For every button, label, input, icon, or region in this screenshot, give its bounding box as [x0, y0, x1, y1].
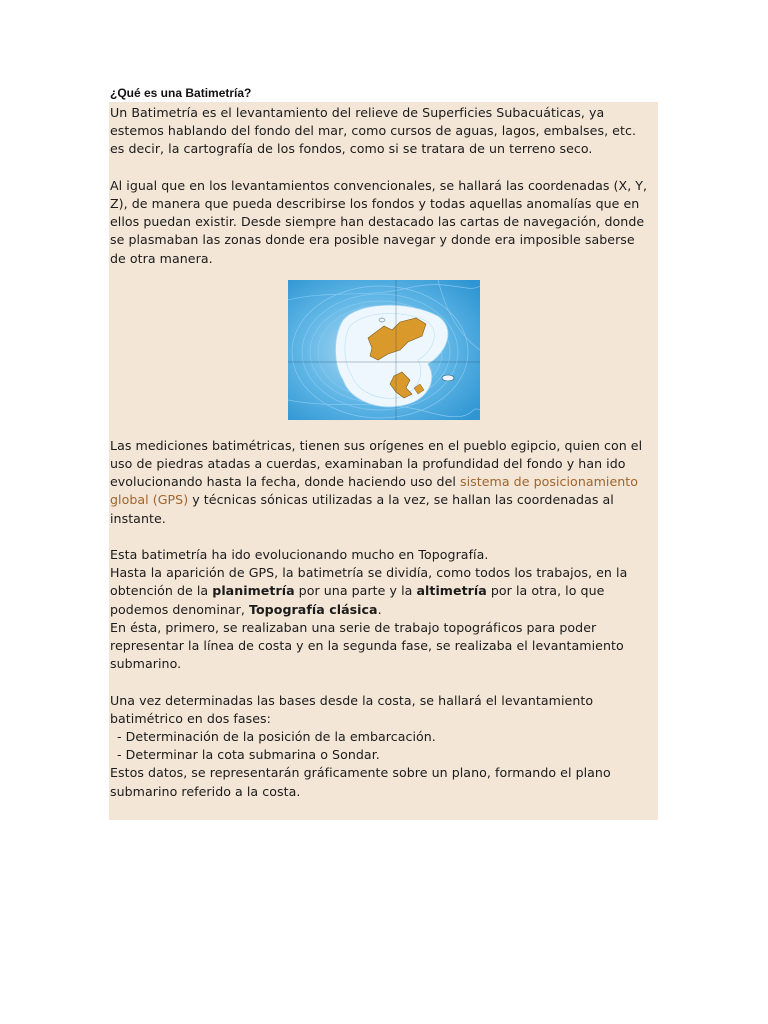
paragraph-evolution-line3: En ésta, primero, se realizaban una serie de trabajo topográficos para poder representar la línea de costa y en la segunda fase, se realizaba el levantamiento submarino. — [110, 619, 624, 672]
topografia-clasica-term: Topografía clásica — [249, 601, 378, 617]
paragraph-conclusion: Estos datos, se representarán gráficamente sobre un plano, formando el plano submarino referido a la costa. — [110, 765, 611, 799]
paragraph-evolution-line2: Hasta la aparición de GPS, la batimetría se dividía, como todos los trabajos, en la obtención de la planimetría por una parte y la altimetría por la otra, lo que podemos denominar, Topografía clásica. — [110, 565, 628, 617]
gps-link[interactable]: sistema de posicionamiento global (GPS) — [110, 474, 639, 508]
paragraph-history: Las mediciones batimétricas, tienen sus orígenes en el pueblo egipcio, quien con el uso de piedras atadas a cuerdas, examinaban la profundidad del fondo y han ido evolucionando hasta la fecha, donde haciendo uso del sistema de posicionamiento global (GPS) y técnicas sónicas utilizadas a la vez, se hallan las coordenadas al instante. — [110, 437, 643, 526]
article-body — [110, 104, 650, 801]
list-item: - Determinación de la posición de la embarcación. — [117, 729, 436, 745]
planimetria-term: planimetría — [212, 583, 295, 599]
paragraph-evolution-line1: Esta batimetría ha ido evolucionando mucho en Topografía. — [110, 547, 489, 563]
page-title: ¿Qué es una Batimetría? — [110, 86, 252, 100]
paragraph-definition: Un Batimetría es el levantamiento del relieve de Superficies Subacuáticas, ya estemos hablando del fondo del mar, como cursos de aguas, lagos, embalses, etc. es decir, la cartografía de los fondos, como si se tratara de un terreno seco. — [110, 105, 636, 157]
paragraph-phases-intro: Una vez determinadas las bases desde la costa, se hallará el levantamiento batimétrico en dos fases: — [110, 692, 594, 726]
bathymetric-map-image — [288, 280, 480, 420]
list-item: - Determinar la cota submarina o Sondar. — [117, 747, 380, 763]
altimetria-term: altimetría — [416, 583, 487, 599]
paragraph-coordinates: Al igual que en los levantamientos convencionales, se hallará las coordenadas (X, Y, Z), de manera que pueda describirse los fondos y todas aquellas anomalías que en ellos puedan existir. Desde siempre han destacado las cartas de navegación, donde se plasmaban las zonas donde era posible navegar y donde era imposible saberse de otra manera. — [110, 177, 648, 266]
